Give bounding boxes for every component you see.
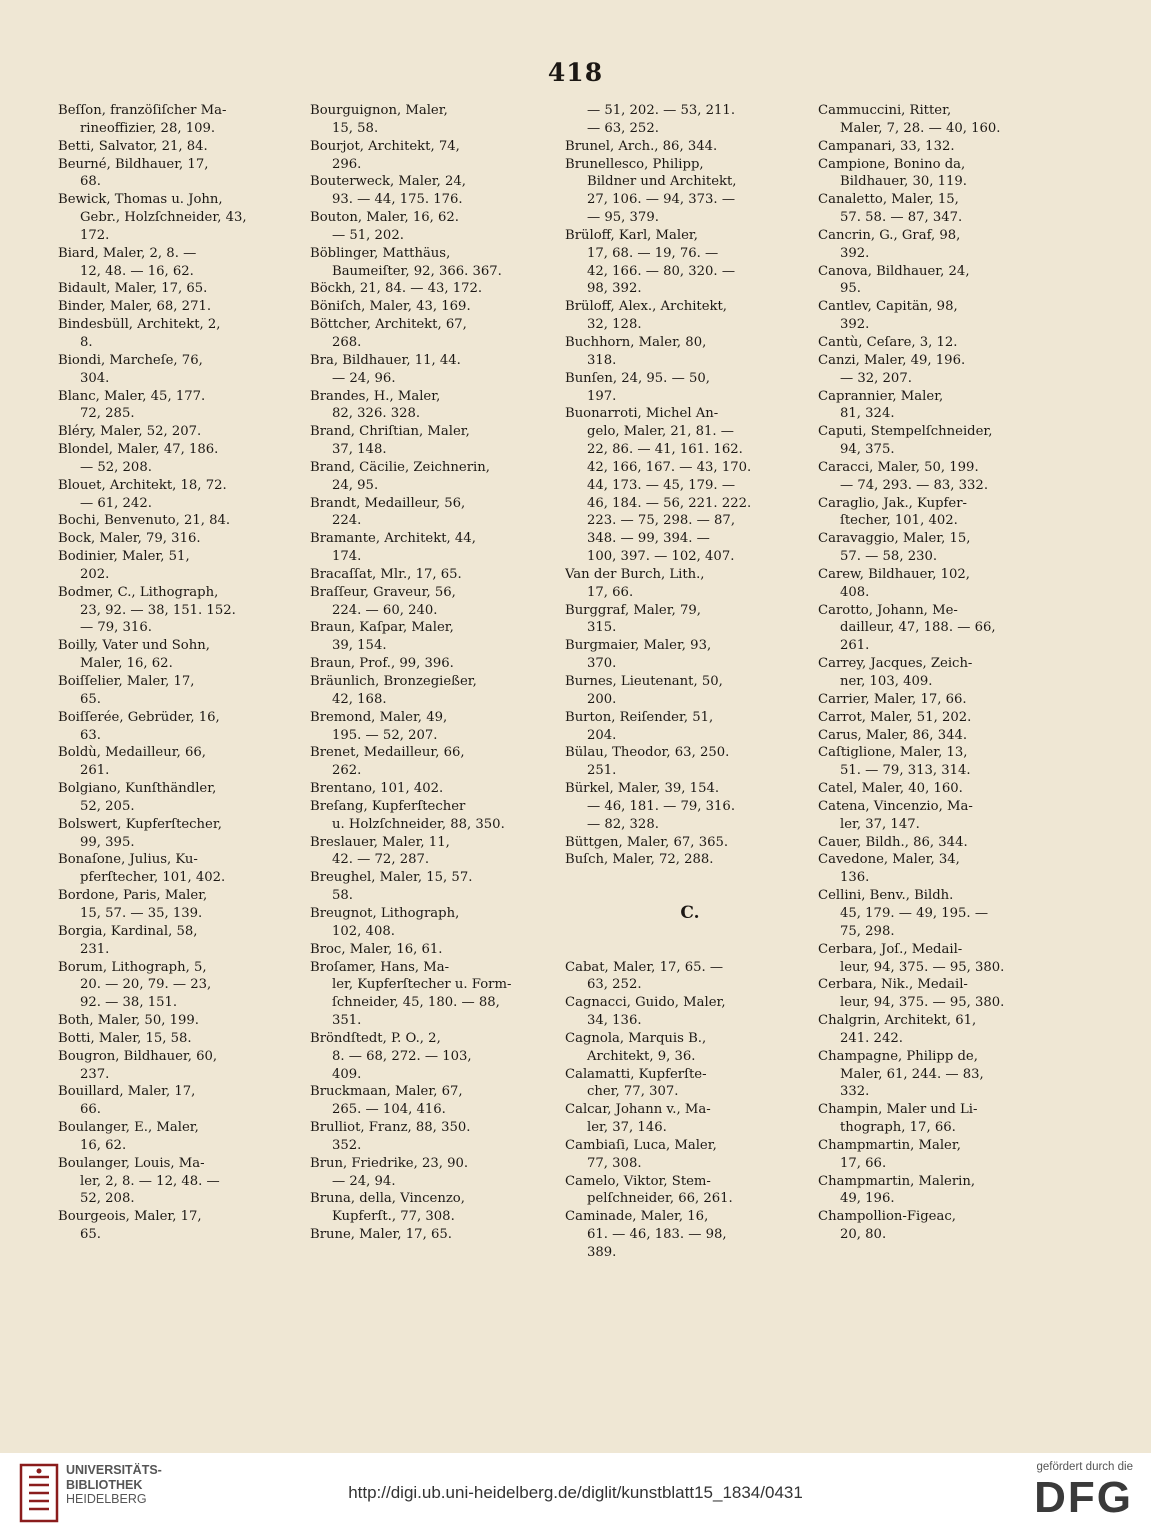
index-entry: Cauer, Bildh., 86, 344. bbox=[818, 834, 968, 850]
index-entry: Brand, Cäcilie, Zeichnerin, bbox=[310, 459, 490, 475]
index-entry-continuation: 93. — 44, 175. 176. bbox=[332, 192, 463, 208]
index-entry-continuation: 81, 324. bbox=[840, 406, 895, 422]
index-entry-continuation: 224. — 60, 240. bbox=[332, 602, 438, 618]
index-entry-continuation: 42, 168. bbox=[332, 691, 387, 707]
index-entry: Champagne, Philipp de, bbox=[818, 1048, 978, 1064]
index-entry-continuation: — 74, 293. — 83, 332. bbox=[840, 477, 989, 493]
index-entry-continuation: 66. bbox=[80, 1102, 101, 1118]
index-entry-continuation: 8. — 68, 272. — 103, bbox=[332, 1048, 472, 1064]
index-entry-continuation: 296. bbox=[332, 156, 362, 172]
index-entry: Bolgiano, Kunſthändler, bbox=[58, 781, 217, 797]
index-entry-continuation: Gebr., Holzſchneider, 43, bbox=[80, 210, 247, 226]
index-entry: Catena, Vincenzio, Ma- bbox=[818, 798, 973, 814]
index-entry-continuation: gelo, Maler, 21, 81. — bbox=[587, 424, 734, 440]
index-entry: Bewick, Thomas u. John, bbox=[58, 192, 223, 208]
index-entry: Champmartin, Malerin, bbox=[818, 1173, 976, 1189]
index-entry: Bruna, della, Vincenzo, bbox=[310, 1191, 465, 1207]
index-entry-continuation: 23, 92. — 38, 151. 152. bbox=[80, 602, 236, 618]
index-entry: Bochi, Benvenuto, 21, 84. bbox=[58, 513, 231, 529]
index-entry-continuation: 61. — 46, 183. — 98, bbox=[587, 1227, 727, 1243]
index-entry-continuation: — 32, 207. bbox=[840, 370, 912, 386]
index-entry: Bougron, Bildhauer, 60, bbox=[58, 1048, 218, 1064]
index-entry: Boulanger, Louis, Ma- bbox=[58, 1155, 205, 1171]
index-entry-continuation: 65. bbox=[80, 1227, 101, 1243]
funding-notice bbox=[1003, 1461, 1133, 1523]
index-entry-continuation: 136. bbox=[840, 870, 870, 886]
index-entry-continuation: 261. bbox=[840, 638, 870, 654]
index-entry: Carotto, Johann, Me- bbox=[818, 602, 958, 618]
index-entry: Boulanger, E., Maler, bbox=[58, 1120, 199, 1136]
index-entry: Bindesbüll, Architekt, 2, bbox=[58, 317, 221, 333]
index-entry: Breughel, Maler, 15, 57. bbox=[310, 870, 473, 886]
index-entry-continuation: ler, 2, 8. — 12, 48. — bbox=[80, 1173, 220, 1189]
index-entry-continuation: 202. bbox=[80, 566, 110, 582]
index-entry-continuation: — 95, 379. bbox=[587, 210, 659, 226]
index-entry: Bourjot, Architekt, 74, bbox=[310, 138, 460, 154]
index-entry: Canzi, Maler, 49, 196. bbox=[818, 352, 966, 368]
index-entry-continuation: 58. bbox=[332, 888, 353, 904]
index-entry-continuation: — 24, 94. bbox=[332, 1173, 396, 1189]
index-entry: Cagnola, Marquis B., bbox=[565, 1030, 707, 1046]
index-entry-continuation: 204. bbox=[587, 727, 617, 743]
index-entry-continuation bbox=[565, 923, 815, 941]
index-entry: Bouton, Maler, 16, 62. bbox=[310, 210, 460, 226]
index-entry: Borum, Lithograph, 5, bbox=[58, 959, 207, 975]
index-entry-continuation: pferſtecher, 101, 402. bbox=[80, 870, 226, 886]
index-entry: Bidault, Maler, 17, 65. bbox=[58, 281, 208, 297]
index-entry-continuation: 49, 196. bbox=[840, 1191, 895, 1207]
index-entry: Cavedone, Maler, 34, bbox=[818, 852, 960, 868]
index-entry: Bröndſtedt, P. O., 2, bbox=[310, 1030, 441, 1046]
index-entry: Blanc, Maler, 45, 177. bbox=[58, 388, 206, 404]
source-url-link[interactable]: http://digi.ub.uni-heidelberg.de/diglit/kunstblatt15_1834/0431 bbox=[348, 1483, 803, 1502]
index-entry-continuation: Maler, 7, 28. — 40, 160. bbox=[840, 120, 1001, 136]
index-entry: Biondi, Marcheſe, 76, bbox=[58, 352, 203, 368]
index-entry: Both, Maler, 50, 199. bbox=[58, 1013, 199, 1029]
index-entry: Carrey, Jacques, Zeich- bbox=[818, 656, 973, 672]
index-entry-continuation: ler, Kupferſtecher u. Form- bbox=[332, 977, 512, 993]
index-entry: Bruckmaan, Maler, 67, bbox=[310, 1084, 463, 1100]
dfg-logo: DFG bbox=[1034, 1473, 1133, 1522]
index-entry-continuation: 370. bbox=[587, 656, 617, 672]
index-entry: Carew, Bildhauer, 102, bbox=[818, 566, 970, 582]
index-entry: Boiſſerée, Gebrüder, 16, bbox=[58, 709, 220, 725]
index-column-2 bbox=[310, 102, 560, 1244]
index-entry-continuation: 34, 136. bbox=[587, 1013, 642, 1029]
index-entry-continuation: 200. bbox=[587, 691, 617, 707]
index-entry-continuation: ſtecher, 101, 402. bbox=[840, 513, 958, 529]
index-entry: Cerbara, Nik., Medail- bbox=[818, 977, 968, 993]
index-entry-continuation: Baumeiſter, 92, 366. 367. bbox=[332, 263, 502, 279]
index-entry: Cabat, Maler, 17, 65. — bbox=[565, 959, 724, 975]
index-entry: Bock, Maler, 79, 316. bbox=[58, 531, 201, 547]
index-entry-continuation: rineoffizier, 28, 109. bbox=[80, 120, 216, 136]
index-entry: Buchhorn, Maler, 80, bbox=[565, 334, 707, 350]
index-entry-continuation: — 82, 328. bbox=[587, 816, 659, 832]
index-entry-continuation: — 52, 208. bbox=[80, 459, 152, 475]
index-entry-continuation: 15, 58. bbox=[332, 120, 379, 136]
index-entry-continuation: Maler, 16, 62. bbox=[80, 656, 173, 672]
index-entry: Brunellesco, Philipp, bbox=[565, 156, 704, 172]
index-entry: Cellini, Benv., Bildh. bbox=[818, 888, 954, 904]
funding-label: gefördert durch die bbox=[1036, 1461, 1133, 1473]
index-entry: Carrot, Maler, 51, 202. bbox=[818, 709, 972, 725]
institution-line: UNIVERSITÄTS- bbox=[66, 1463, 162, 1477]
index-entry: Blouet, Architekt, 18, 72. bbox=[58, 477, 227, 493]
index-entry: Beſſon, franzöſiſcher Ma- bbox=[58, 103, 227, 118]
index-entry-continuation: 22, 86. — 41, 161. 162. bbox=[587, 442, 743, 458]
index-entry-continuation: 16, 62. bbox=[80, 1137, 127, 1153]
institution-line: HEIDELBERG bbox=[66, 1492, 147, 1506]
index-entry-continuation: 304. bbox=[80, 370, 110, 386]
index-entry-continuation: ner, 103, 409. bbox=[840, 674, 933, 689]
index-entry-continuation: 351. bbox=[332, 1013, 362, 1029]
index-entry-continuation: — 63, 252. bbox=[587, 120, 659, 136]
index-entry-continuation: 63, 252. bbox=[587, 977, 642, 993]
index-entry-continuation: 315. bbox=[587, 620, 617, 636]
index-entry: Broc, Maler, 16, 61. bbox=[310, 941, 443, 957]
index-entry-continuation: pelſchneider, 66, 261. bbox=[587, 1191, 733, 1207]
index-entry: Bordone, Paris, Maler, bbox=[58, 888, 208, 904]
index-entry: Brunel, Arch., 86, 344. bbox=[565, 138, 718, 154]
index-entry-continuation: 77, 308. bbox=[587, 1155, 642, 1171]
index-entry: Broſamer, Hans, Ma- bbox=[310, 959, 450, 975]
index-entry-continuation: 392. bbox=[840, 245, 870, 261]
index-entry-continuation: 17, 66. bbox=[840, 1155, 887, 1171]
index-column-4 bbox=[818, 102, 1068, 1244]
index-entry-continuation: 195. — 52, 207. bbox=[332, 727, 438, 743]
index-entry: Brüloff, Karl, Maler, bbox=[565, 227, 698, 243]
index-entry: Champin, Maler und Li- bbox=[818, 1102, 978, 1118]
index-entry: Brenet, Medailleur, 66, bbox=[310, 745, 465, 761]
index-entry: Bracaſſat, Mlr., 17, 65. bbox=[310, 566, 462, 582]
index-entry: Binder, Maler, 68, 271. bbox=[58, 299, 212, 315]
index-entry: Calamatti, Kupferſte- bbox=[565, 1066, 707, 1082]
index-entry: Cerbara, Joſ., Medail- bbox=[818, 941, 963, 957]
index-entry-continuation: 46, 184. — 56, 221. 222. bbox=[587, 495, 752, 511]
index-entry-continuation: 45, 179. — 49, 195. — bbox=[840, 905, 989, 921]
index-entry-continuation: — 46, 181. — 79, 316. bbox=[587, 798, 736, 814]
index-entry-continuation: 82, 326. 328. bbox=[332, 406, 421, 422]
index-entry-continuation: 237. bbox=[80, 1066, 110, 1082]
index-entry-continuation: Kupferſt., 77, 308. bbox=[332, 1209, 455, 1225]
index-entry-continuation: 389. bbox=[587, 1245, 617, 1260]
index-entry-continuation: 98, 392. bbox=[587, 281, 642, 297]
index-entry-continuation: 63. bbox=[80, 727, 101, 743]
index-entry-continuation: 95. bbox=[840, 281, 861, 297]
viewer-footer bbox=[0, 1453, 1151, 1537]
index-entry: Blondel, Maler, 47, 186. bbox=[58, 442, 219, 458]
index-entry-continuation: Bildhauer, 30, 119. bbox=[840, 174, 967, 190]
index-entry-continuation: 15, 57. — 35, 139. bbox=[80, 905, 203, 921]
index-entry: Bürkel, Maler, 39, 154. bbox=[565, 781, 720, 797]
index-entry: Bolswert, Kupferſtecher, bbox=[58, 816, 222, 832]
index-entry-continuation: 52, 205. bbox=[80, 798, 135, 814]
index-entry: Bra, Bildhauer, 11, 44. bbox=[310, 352, 461, 368]
index-entry-continuation: 99, 395. bbox=[80, 834, 135, 850]
index-entry: Betti, Salvator, 21, 84. bbox=[58, 138, 208, 154]
index-entry-continuation: ſchneider, 45, 180. — 88, bbox=[332, 995, 500, 1011]
index-entry: Boilly, Vater und Sohn, bbox=[58, 638, 210, 654]
index-entry: Champollion-Figeac, bbox=[818, 1209, 956, 1225]
index-entry-continuation: 72, 285. bbox=[80, 406, 135, 422]
index-entry: Bourguignon, Maler, bbox=[310, 103, 448, 118]
index-entry: Campanari, 33, 132. bbox=[818, 138, 955, 154]
index-entry: Biard, Maler, 2, 8. — bbox=[58, 245, 197, 261]
index-entry: Bodmer, C., Lithograph, bbox=[58, 584, 219, 600]
index-entry-continuation: 57. — 58, 230. bbox=[840, 549, 938, 565]
index-entry-continuation: 231. bbox=[80, 941, 110, 957]
page-number: 418 bbox=[547, 58, 604, 87]
index-entry-continuation: — 61, 242. bbox=[80, 495, 152, 511]
index-entry: Caſtiglione, Maler, 13, bbox=[818, 745, 968, 761]
index-entry-continuation: 52, 208. bbox=[80, 1191, 135, 1207]
index-entry-continuation: leur, 94, 375. — 95, 380. bbox=[840, 995, 1005, 1011]
index-entry-continuation: 75, 298. bbox=[840, 923, 895, 939]
index-entry-continuation: 261. bbox=[80, 763, 110, 779]
index-entry: Caputi, Stempelſchneider, bbox=[818, 424, 993, 440]
index-entry: Braun, Prof., 99, 396. bbox=[310, 656, 454, 672]
index-entry: Büttgen, Maler, 67, 365. bbox=[565, 834, 729, 850]
index-entry: Brandes, H., Maler, bbox=[310, 388, 441, 404]
index-entry-continuation: 318. bbox=[587, 352, 617, 368]
index-entry: Cancrin, G., Graf, 98, bbox=[818, 227, 961, 243]
index-entry-continuation: cher, 77, 307. bbox=[587, 1084, 679, 1100]
index-entry: Brun, Friedrike, 23, 90. bbox=[310, 1155, 469, 1171]
index-entry: Bléry, Maler, 52, 207. bbox=[58, 424, 202, 440]
index-entry-continuation bbox=[565, 941, 815, 959]
index-entry-continuation: 65. bbox=[80, 691, 101, 707]
index-entry-continuation: 17, 68. — 19, 76. — bbox=[587, 245, 719, 261]
index-entry: Brand, Chriſtian, Maler, bbox=[310, 424, 470, 440]
index-entry-continuation bbox=[565, 869, 815, 887]
index-entry: Buonarroti, Michel An- bbox=[565, 406, 719, 422]
index-entry-continuation: 42, 166. — 80, 320. — bbox=[587, 263, 736, 279]
index-entry-continuation: 241. 242. bbox=[840, 1030, 903, 1046]
index-entry-continuation: Architekt, 9, 36. bbox=[587, 1048, 696, 1064]
index-entry: Canova, Bildhauer, 24, bbox=[818, 263, 970, 279]
index-entry-continuation: dailleur, 47, 188. — 66, bbox=[840, 620, 996, 636]
index-entry-continuation: ler, 37, 146. bbox=[587, 1120, 667, 1136]
index-entry: Campione, Bonino da, bbox=[818, 156, 966, 172]
index-entry: Brune, Maler, 17, 65. bbox=[310, 1227, 452, 1243]
index-entry: Camelo, Viktor, Stem- bbox=[565, 1173, 711, 1189]
index-entry: Burgmaier, Maler, 93, bbox=[565, 638, 712, 654]
index-entry-continuation: 102, 408. bbox=[332, 923, 395, 939]
index-column-1 bbox=[58, 102, 308, 1244]
index-entry: Caracci, Maler, 50, 199. bbox=[818, 459, 979, 475]
index-entry: Cagnacci, Guido, Maler, bbox=[565, 995, 726, 1011]
index-entry: Breugnot, Lithograph, bbox=[310, 905, 460, 921]
index-entry: Catel, Maler, 40, 160. bbox=[818, 781, 963, 797]
index-entry: Bremond, Maler, 49, bbox=[310, 709, 448, 725]
index-entry-continuation: 251. bbox=[587, 763, 617, 779]
index-entry-continuation: 392. bbox=[840, 317, 870, 333]
index-entry-continuation: 39, 154. bbox=[332, 638, 387, 654]
index-entry-continuation: 17, 66. bbox=[587, 584, 634, 600]
index-entry: Boldù, Medailleur, 66, bbox=[58, 745, 206, 761]
index-entry-continuation: 262. bbox=[332, 763, 362, 779]
index-entry: Brentano, 101, 402. bbox=[310, 781, 444, 797]
index-entry: Breslauer, Maler, 11, bbox=[310, 834, 450, 850]
index-entry: Champmartin, Maler, bbox=[818, 1137, 961, 1153]
index-entry-continuation: 223. — 75, 298. — 87, bbox=[587, 513, 736, 529]
index-entry: Carus, Maler, 86, 344. bbox=[818, 727, 968, 743]
index-entry: Beurné, Bildhauer, 17, bbox=[58, 156, 209, 172]
index-entry: Böblinger, Matthäus, bbox=[310, 245, 451, 261]
index-entry: Brüloff, Alex., Architekt, bbox=[565, 299, 727, 315]
index-entry: Cammuccini, Ritter, bbox=[818, 103, 952, 118]
index-entry: Bülau, Theodor, 63, 250. bbox=[565, 745, 730, 761]
index-entry-continuation: 348. — 99, 394. — bbox=[587, 531, 710, 547]
index-entry-continuation: 57. 58. — 87, 347. bbox=[840, 210, 963, 226]
index-entry: Bonaſone, Julius, Ku- bbox=[58, 852, 198, 868]
index-entry-continuation: 352. bbox=[332, 1137, 362, 1153]
index-entry-continuation: 51. — 79, 313, 314. bbox=[840, 763, 971, 779]
index-entry-continuation: thograph, 17, 66. bbox=[840, 1120, 956, 1136]
index-column-3 bbox=[565, 102, 815, 1262]
index-entry: Cantlev, Capitän, 98, bbox=[818, 299, 958, 315]
index-entry: Bouillard, Maler, 17, bbox=[58, 1084, 196, 1100]
index-entry-continuation: 174. bbox=[332, 549, 362, 565]
index-entry-continuation: 332. bbox=[840, 1084, 870, 1100]
index-entry-continuation: — 24, 96. bbox=[332, 370, 396, 386]
index-entry: Bourgeois, Maler, 17, bbox=[58, 1209, 202, 1225]
index-entry: Caprannier, Maler, bbox=[818, 388, 944, 404]
index-entry-continuation: 42. — 72, 287. bbox=[332, 852, 430, 868]
index-entry: Böniſch, Maler, 43, 169. bbox=[310, 299, 471, 315]
index-entry: Canaletto, Maler, 15, bbox=[818, 192, 959, 208]
index-entry-continuation: 94, 375. bbox=[840, 442, 895, 458]
index-entry-continuation: 12, 48. — 16, 62. bbox=[80, 263, 194, 279]
index-entry-continuation: Maler, 61, 244. — 83, bbox=[840, 1066, 984, 1082]
index-entry-continuation: Bildner und Architekt, bbox=[587, 174, 737, 190]
index-entry-continuation: 265. — 104, 416. bbox=[332, 1102, 446, 1118]
index-entry-continuation: 68. bbox=[80, 174, 101, 190]
index-entry: Bodinier, Maler, 51, bbox=[58, 549, 190, 565]
index-entry: Brulliot, Franz, 88, 350. bbox=[310, 1120, 471, 1136]
index-entry-continuation: — 79, 316. bbox=[80, 620, 152, 636]
index-entry: Breſang, Kupferſtecher bbox=[310, 798, 466, 814]
index-entry: Cantù, Ceſare, 3, 12. bbox=[818, 334, 958, 350]
index-entry-continuation: 8. bbox=[80, 334, 93, 350]
index-entry: Carrier, Maler, 17, 66. bbox=[818, 691, 967, 707]
index-entry: Burton, Reiſender, 51, bbox=[565, 709, 714, 725]
index-entry-continuation: 224. bbox=[332, 513, 362, 529]
index-entry-continuation: 42, 166, 167. — 43, 170. bbox=[587, 459, 752, 475]
index-entry-continuation: 44, 173. — 45, 179. — bbox=[587, 477, 736, 493]
index-entry-continuation: — 51, 202. — 53, 211. bbox=[587, 103, 736, 118]
index-entry: Caraglio, Jak., Kupfer- bbox=[818, 495, 967, 511]
index-entry: Bunſen, 24, 95. — 50, bbox=[565, 370, 710, 386]
index-entry: Burnes, Lieutenant, 50, bbox=[565, 674, 723, 689]
index-entry-continuation: — 51, 202. bbox=[332, 227, 404, 243]
index-entry-continuation: 32, 128. bbox=[587, 317, 642, 333]
index-entry: Calcar, Johann v., Ma- bbox=[565, 1102, 711, 1118]
index-entry: Chalgrin, Architekt, 61, bbox=[818, 1013, 977, 1029]
index-entry-continuation: 37, 148. bbox=[332, 442, 387, 458]
index-entry: Caravaggio, Maler, 15, bbox=[818, 531, 971, 547]
index-entry-continuation: 92. — 38, 151. bbox=[80, 995, 178, 1011]
institution-line: BIBLIOTHEK bbox=[66, 1477, 143, 1492]
index-entry: Bouterweck, Maler, 24, bbox=[310, 174, 466, 190]
index-entry: Van der Burch, Lith., bbox=[565, 566, 705, 582]
index-entry-continuation: 27, 106. — 94, 373. — bbox=[587, 192, 736, 208]
index-entry-continuation: 197. bbox=[587, 388, 617, 404]
index-entry-continuation: 268. bbox=[332, 334, 362, 350]
index-entry: Brandt, Medailleur, 56, bbox=[310, 495, 466, 511]
index-entry: Böttcher, Architekt, 67, bbox=[310, 317, 467, 333]
index-entry: Cambiaſi, Luca, Maler, bbox=[565, 1137, 717, 1153]
index-entry: Bräunlich, Bronzegießer, bbox=[310, 674, 477, 689]
index-entry: Braſſeur, Graveur, 56, bbox=[310, 584, 456, 600]
index-entry: Burggraf, Maler, 79, bbox=[565, 602, 701, 618]
index-entry-continuation: 20. — 20, 79. — 23, bbox=[80, 977, 212, 993]
index-entry-continuation: ler, 37, 147. bbox=[840, 816, 920, 832]
index-entry: Bramante, Architekt, 44, bbox=[310, 531, 476, 547]
index-entry: Botti, Maler, 15, 58. bbox=[58, 1030, 192, 1046]
index-entry: Borgia, Kardinal, 58, bbox=[58, 923, 198, 939]
index-entry: Braun, Kaſpar, Maler, bbox=[310, 620, 454, 636]
index-entry-continuation: leur, 94, 375. — 95, 380. bbox=[840, 959, 1005, 975]
index-entry-continuation: 172. bbox=[80, 227, 110, 243]
index-entry-continuation: 20, 80. bbox=[840, 1227, 887, 1243]
index-entry-continuation: 100, 397. — 102, 407. bbox=[587, 549, 735, 565]
index-entry: Boiſſelier, Maler, 17, bbox=[58, 674, 195, 689]
index-entry: Buſch, Maler, 72, 288. bbox=[565, 852, 714, 868]
index-entry-continuation: 409. bbox=[332, 1066, 362, 1082]
index-entry-continuation: 24, 95. bbox=[332, 477, 379, 493]
index-entry: Böckh, 21, 84. — 43, 172. bbox=[310, 281, 483, 297]
index-entry-continuation: 408. bbox=[840, 584, 870, 600]
index-entry: Caminade, Maler, 16, bbox=[565, 1209, 709, 1225]
section-heading: C. bbox=[680, 902, 700, 923]
index-entry-continuation: u. Holzſchneider, 88, 350. bbox=[332, 816, 505, 832]
